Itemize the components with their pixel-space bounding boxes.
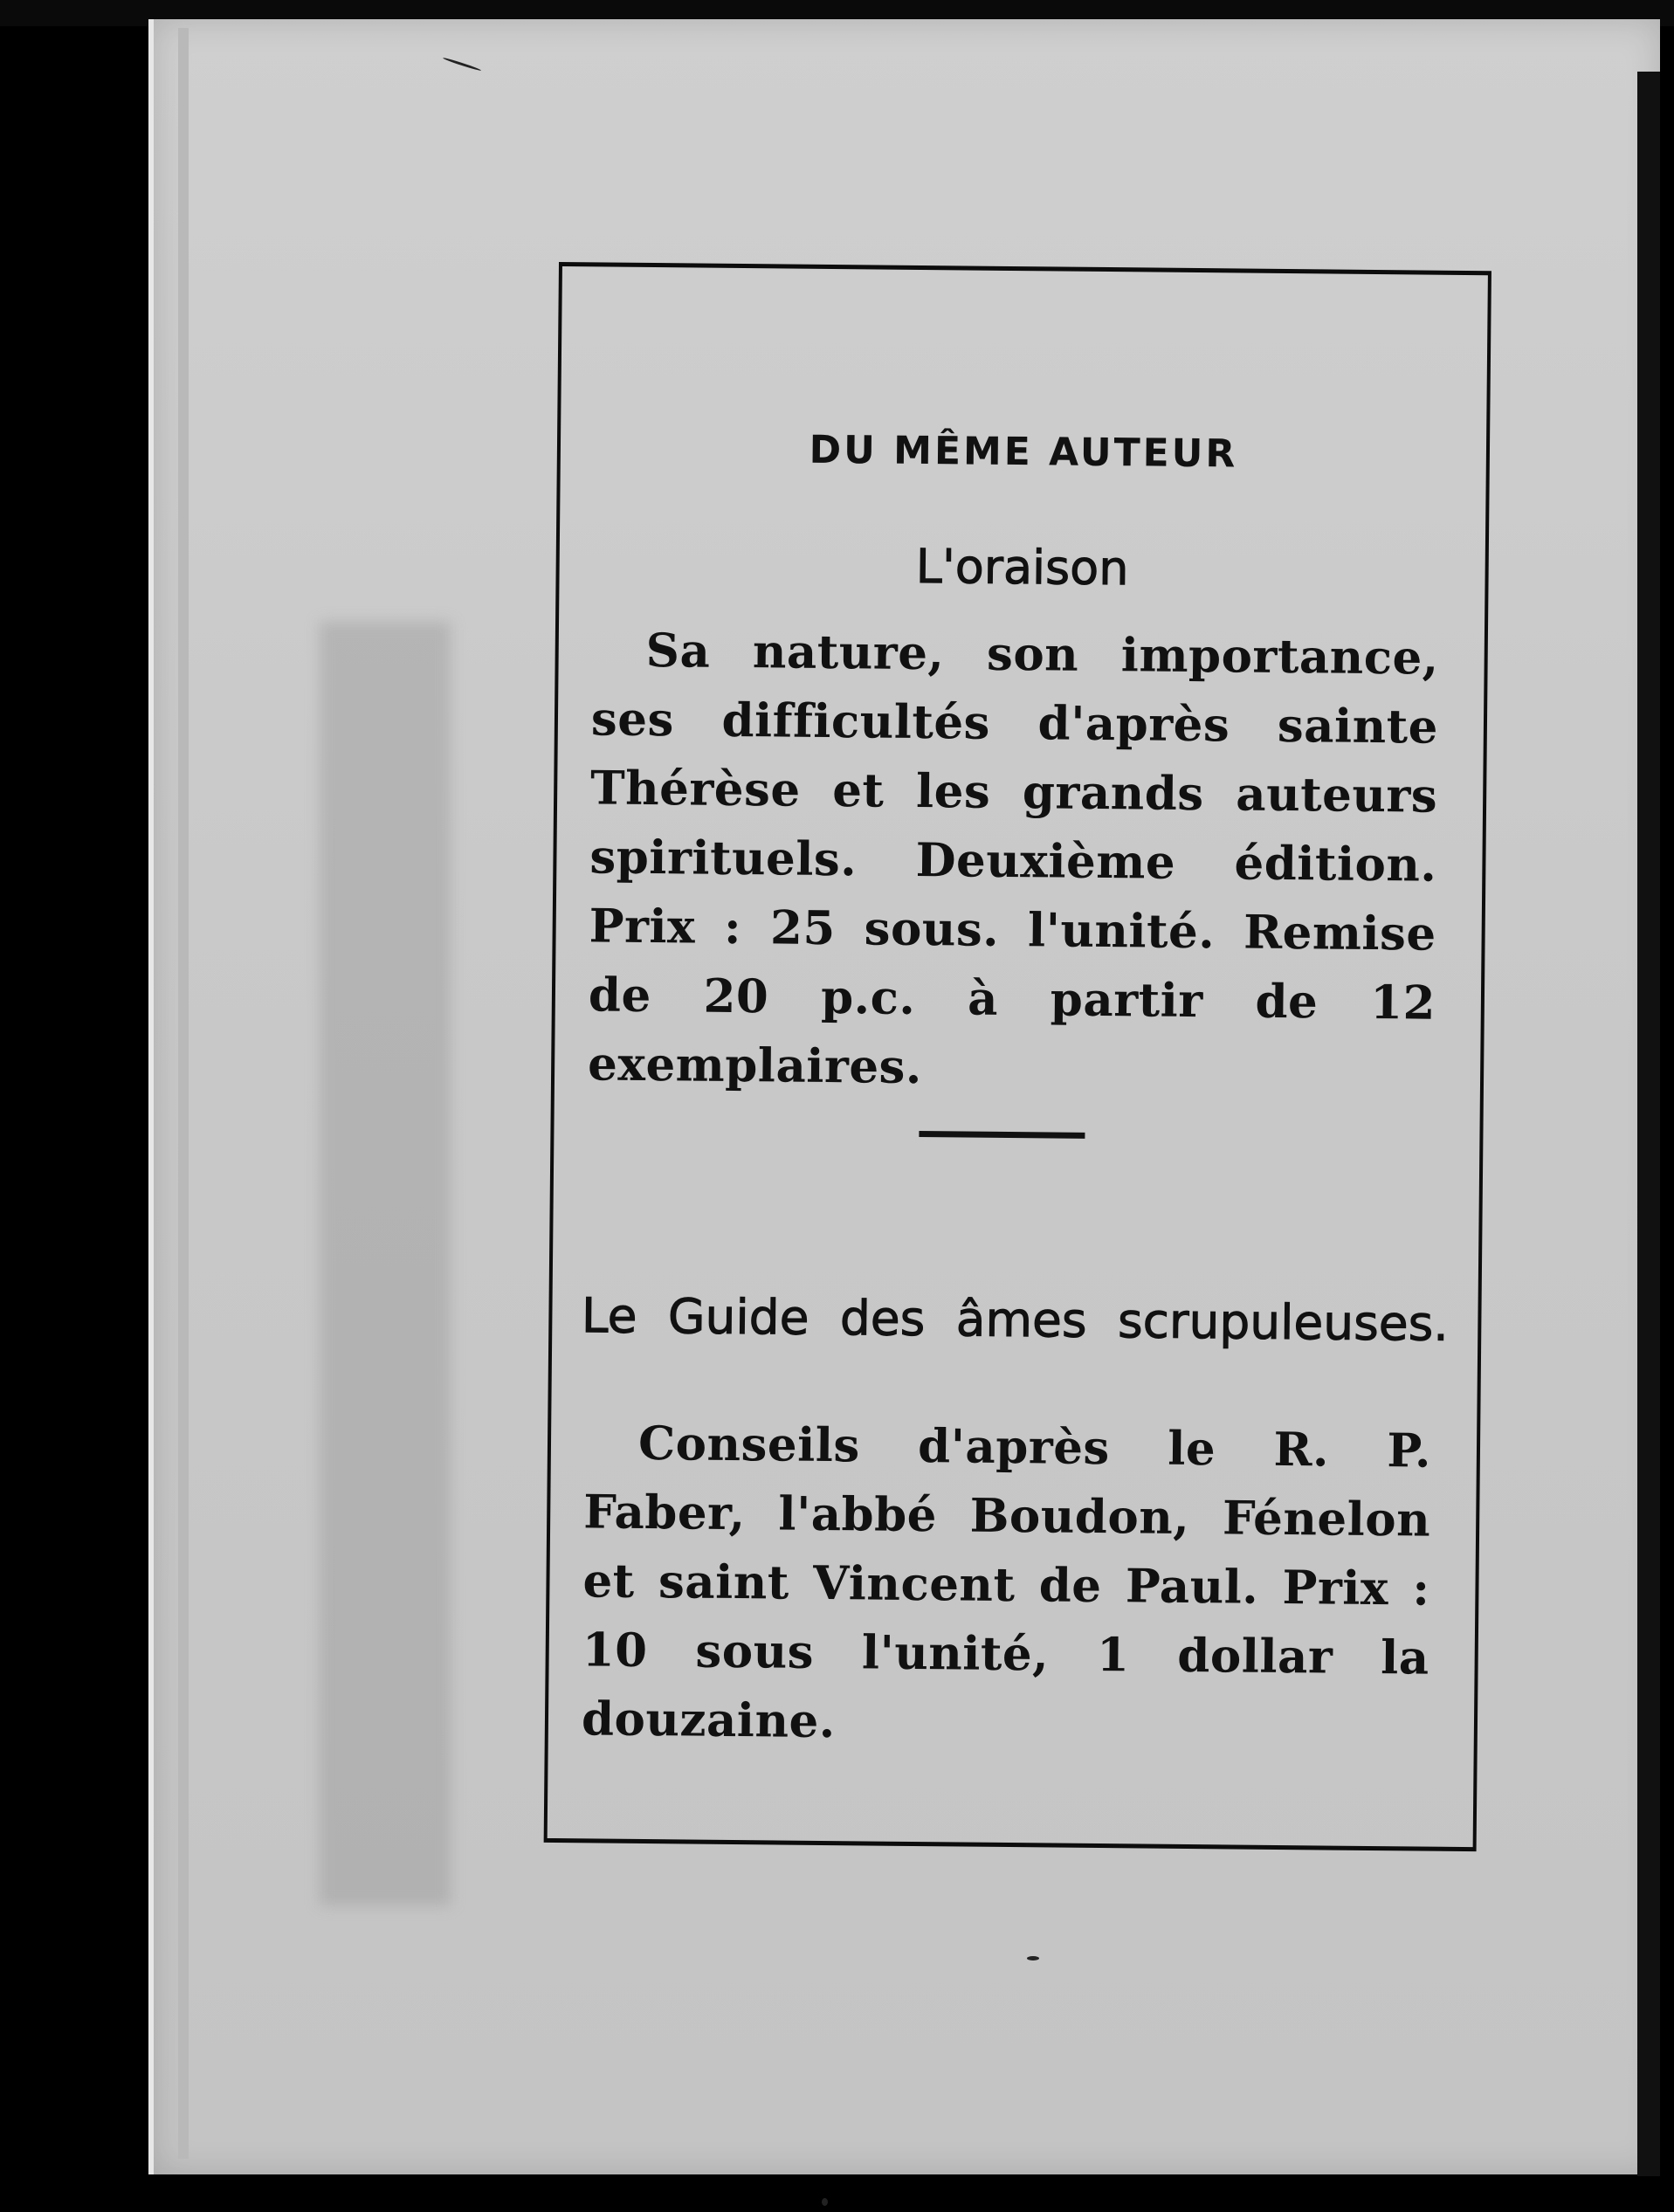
page-smudge <box>320 622 451 1905</box>
paper-speck <box>443 57 482 72</box>
page-spine-strip <box>178 28 189 2159</box>
scan-border-right <box>1637 72 1660 2176</box>
section-heading: DU MÊME AUTEUR <box>809 427 1238 477</box>
advertisement-box <box>544 262 1491 1851</box>
work-title-guide: Le Guide des âmes scrupuleuses. <box>581 1287 1450 1352</box>
paper-speck <box>822 2198 828 2206</box>
section-divider <box>919 1131 1085 1139</box>
work-title-oraison: L'oraison <box>915 538 1129 596</box>
work-description-oraison: Sa nature, son importance, ses difficultés d'après sainte Thérèse et les grands auteurs spirituels. Deuxième édition. Prix : 25 sous. l'unité. Remise de 20 p.c. à partir de 12 exemplaires. <box>587 623 1439 1095</box>
paper-speck <box>1027 1956 1039 1960</box>
work-description-guide: Conseils d'après le R. P. Faber, l'abbé Boudon, Fénelon et saint Vincent de Paul. Prix : 10 sous l'unité, 1 dollar la douzaine. <box>581 1416 1432 1749</box>
